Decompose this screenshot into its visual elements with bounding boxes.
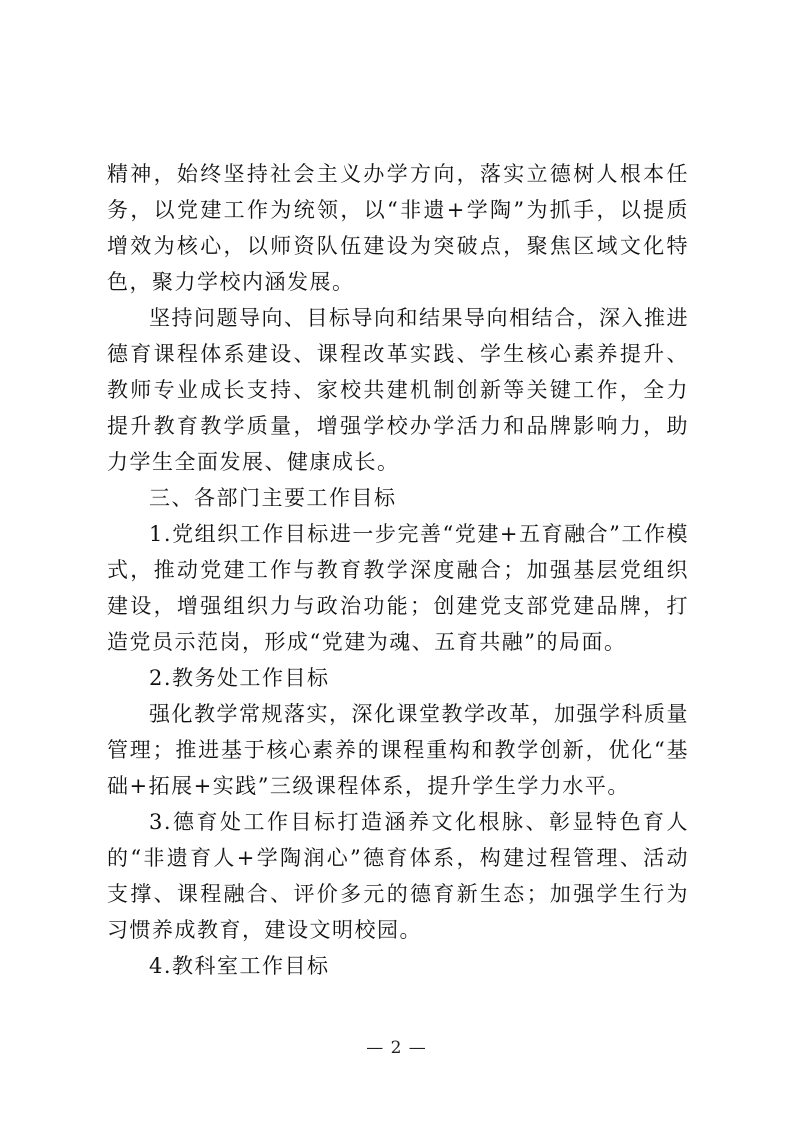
section-heading-department-goals: 三、各部门主要工作目标 bbox=[149, 486, 397, 510]
subheading-research-office: 4.教科室工作目标 bbox=[149, 954, 330, 978]
document-body bbox=[107, 156, 689, 984]
page-number: — 2 — bbox=[366, 1038, 427, 1058]
paragraph-academic-affairs-goals: 强化教学常规落实，深化课堂教学改革，加强学科质量管理；推进基于核心素养的课程重构和教学创新，优化“基础+拓展+实践”三级课程体系，提升学生学力水平。 bbox=[107, 702, 689, 798]
paragraph-work-approach: 坚持问题导向、目标导向和结果导向相结合，深入推进德育课程体系建设、课程改革实践、学生核心素养提升、教师专业成长支持、家校共建机制创新等关键工作，全力提升教育教学质量，增强学校办学活力和品牌影响力，助力学生全面发展、健康成长。 bbox=[107, 306, 689, 474]
subheading-academic-affairs: 2.教务处工作目标 bbox=[149, 666, 330, 690]
paragraph-moral-education-goals: 3.德育处工作目标打造涵养文化根脉、彰显特色育人的“非遗育人+学陶润心”德育体系，构建过程管理、活动支撑、课程融合、评价多元的德育新生态；加强学生行为习惯养成教育，建设文明校园。 bbox=[107, 810, 689, 942]
paragraph-continuation: 精神，始终坚持社会主义办学方向，落实立德树人根本任务，以党建工作为统领，以“非遗+学陶”为抓手，以提质增效为核心，以师资队伍建设为突破点，聚焦区域文化特色，聚力学校内涵发展。 bbox=[107, 162, 689, 294]
paragraph-party-goals: 1.党组织工作目标进一步完善“党建+五育融合”工作模式，推动党建工作与教育教学深度融合；加强基层党组织建设，增强组织力与政治功能；创建党支部党建品牌，打造党员示范岗，形成“党建为魂、五育共融”的局面。 bbox=[107, 522, 689, 654]
